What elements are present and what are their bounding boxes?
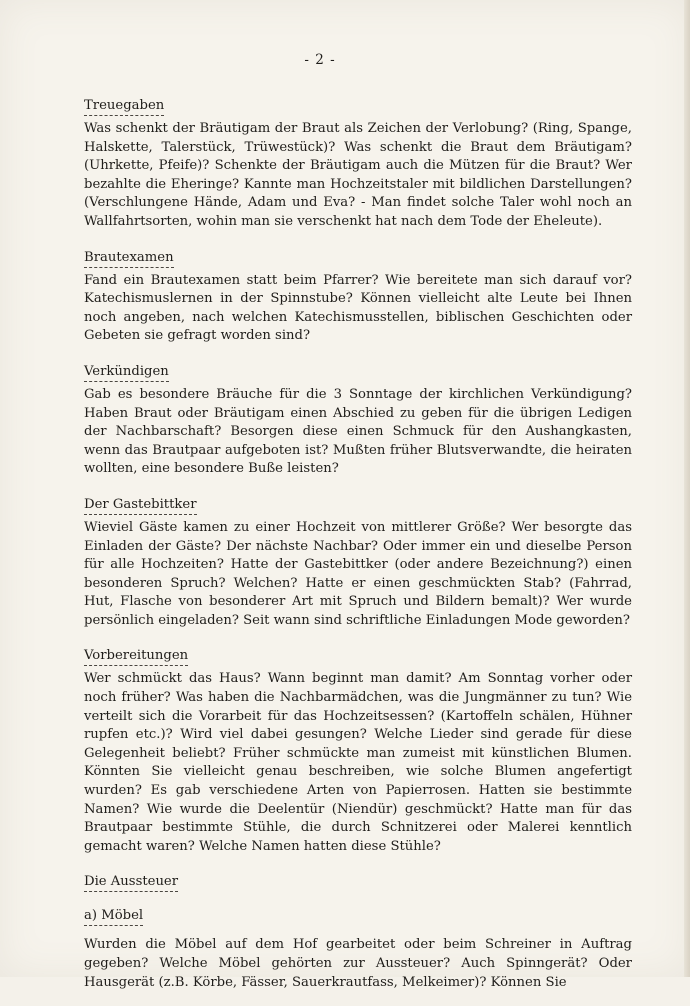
section-text: Gab es besondere Bräuche für die 3 Sonntage der kirchlichen Verkündigung? Haben Braut oder Bräutigam einen Abschied zu geben für die übrigen Ledigen der Nachbarschaft? Besorgen diese einen Schmuck für den Aushangkasten, wenn das Brautpaar aufgeboten ist? Mußten früher Blutsverwandte, die heiraten wollten, eine besondere Buße leisten?	[84, 386, 632, 477]
page-edge	[684, 0, 690, 977]
section-text: Wieviel Gäste kamen zu einer Hochzeit von mittlerer Größe? Wer besorgte das Einladen der Gäste? Der nächste Nachbar? Oder immer ein und dieselbe Person für alle Hochzeiten? Hatte der Gastebittker (oder andere Bezeichnung?) einen besonderen Spruch? Welchen? Hatte er einen geschmückten Stab? (Fahrrad, Hut, Flasche von besonderer Art mit Spruch und Bildern bemalt)? Wer wurde persönlich eingeladen? Seit wann sind schriftliche Einladungen Mode geworden?	[84, 519, 632, 628]
section-heading: Verkündigen	[84, 363, 169, 382]
page-number: - 2 -	[304, 52, 336, 68]
section-text: Wurden die Möbel auf dem Hof gearbeitet oder beim Schreiner in Auftrag gegeben? Welche Möbel gehörten zur Aussteuer? Auch Spinngerät? Oder Hausgerät (z.B. Körbe, Fässer, Sauerkrautfass, Melkeimer)? Können Sie	[84, 937, 632, 990]
section-text: Was schenkt der Bräutigam der Braut als Zeichen der Verlobung? (Ring, Spange, Halskette, Talerstück, Trüwestück)? Was schenkt die Braut dem Bräutigam? (Uhrkette, Pfeife)? Schenkte der Bräutigam auch die Mützen für die Braut? Wer bezahlte die Eheringe? Kannte man Hochzeitstaler mit bildlichen Darstellungen? (Verschlungene Hände, Adam und Eva? - Man findet solche Taler wohl noch an Wallfahrtsorten, wohin man sie verschenkt hat nach dem Tode der Eheleute).	[84, 121, 632, 229]
section-text: Wer schmückt das Haus? Wann beginnt man damit? Am Sonntag vorher oder noch früher? Was haben die Nachbarmädchen, was die Jungmänner zu tun? Wie verteilt sich die Vorarbeit für das Hochzeitsessen? (Kartoffeln schälen, Hühner rupfen etc.)? Wird viel dabei gesungen? Welche Lieder sind gerade für diese Gelegenheit beliebt? Früher schmückte man zumeist mit künstlichen Blumen. Könnten Sie vielleicht genau beschreiben, wie solche Blumen angefertigt wurden? Es gab verschiedene Arten von Papierrosen. Hatten sie bestimmte Namen? Wie wurde die Deelentür (Niendür) geschmückt? Hatte man für das Brautpaar bestimmte Stühle, die durch Schnitzerei oder Malerei kenntlich gemacht waren? Welche Namen hatten diese Stühle?	[84, 671, 632, 854]
section-vorbereitungen	[84, 644, 632, 856]
section-heading: Treuegaben	[84, 97, 164, 116]
section-brautexamen	[84, 246, 632, 346]
section-verkuendigen	[84, 360, 632, 479]
subsection-heading: a) Möbel	[84, 907, 143, 926]
section-heading: Brautexamen	[84, 249, 174, 268]
section-text: Fand ein Brautexamen statt beim Pfarrer? Wie bereitete man sich darauf vor? Katechismuslernen in der Spinnstube? Können vielleicht alte Leute bei Ihnen noch angeben, nach welchen Katechismusstellen, biblischen Geschichten oder Gebeten sie gefragt worden sind?	[84, 272, 632, 344]
section-heading: Der Gastebittker	[84, 496, 197, 515]
subsection-moebel	[84, 904, 632, 930]
section-gastebittker	[84, 493, 632, 631]
section-treuegaben	[84, 94, 632, 232]
document-body	[84, 94, 632, 1006]
section-heading: Die Aussteuer	[84, 873, 178, 892]
section-aussteuer	[84, 870, 632, 992]
section-heading: Vorbereitungen	[84, 647, 188, 666]
